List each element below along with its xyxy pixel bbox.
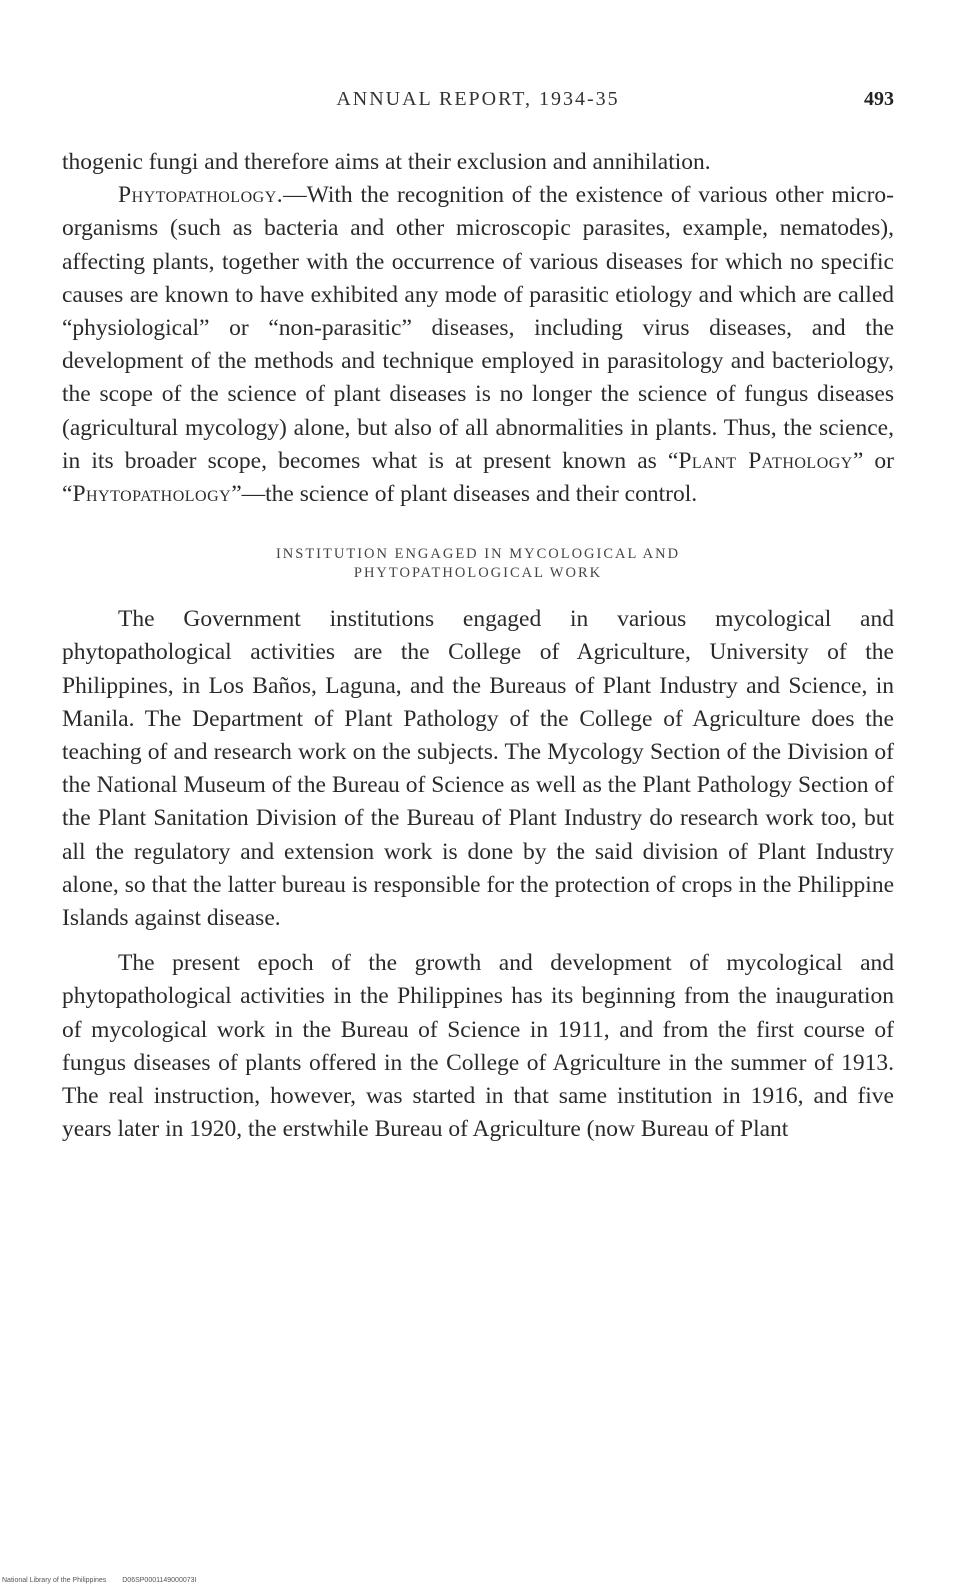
paragraph-text: The present epoch of the growth and development of mycological and phytopathological activities in the Philippines has its beginning from the inauguration of mycological work in the Bureau of Science in 1911, and from the first course of fungus diseases of plants offered in the College of Agriculture in the summer of 1913. The real instruction, however, was started in that same institution in 1916, and five years later in 1920, the erstwhile Bureau of Agriculture (now Bureau of Plant xyxy=(62,950,894,1143)
paragraph-present-epoch xyxy=(62,947,894,1146)
paragraph-text: —With the recognition of the existence of various other micro-organisms (such as bacteria and other microscopic parasites, example, nematodes), affecting plants, together with the occurrence of various diseases for which no specific causes are known to have exhibited any mode of parasitic etiology and which are called “physiological” or “non-parasitic” diseases, including virus diseases, and the development of the methods and technique employed in parasitology and bacteriology, the scope of the science of plant diseases is no longer the science of fungus diseases (agricultural mycology) alone, but also of all abnormalities in plants. Thus, the science, in its broader scope, becomes what is at present known as “ xyxy=(62,182,894,474)
page-number: 493 xyxy=(864,88,894,110)
footer-source: National Library of the Philippines xyxy=(2,1577,107,1584)
paragraph-phytopathology xyxy=(62,179,894,511)
paragraph-institutions xyxy=(62,603,894,935)
body-text xyxy=(62,146,894,1146)
section-heading-line: PHYTOPATHOLOGICAL WORK xyxy=(353,565,603,582)
section-heading xyxy=(62,545,894,583)
paragraph-lead-term: Phytopathology. xyxy=(118,182,284,209)
section-heading-line: INSTITUTION ENGAGED IN MYCOLOGICAL AND xyxy=(275,546,681,563)
scan-footer xyxy=(2,1577,210,1584)
footer-code: D06SP0001149000073I xyxy=(122,1577,197,1584)
running-head xyxy=(62,88,894,118)
paragraph-text: The Government institutions engaged in various mycological and phytopathological activities are the College of Agriculture, University of the Philippines, in Los Baños, Laguna, and the Bureaus of Plant Industry and Science, in Manila. The Department of Plant Pathology of the College of Agriculture does the teaching of and research work on the subjects. The Mycology Section of the Division of the National Museum of the Bureau of Science as well as the Plant Pathology Section of the Plant Sanitation Division of the Bureau of Plant Industry do research work too, but all the regulatory and extension work is done by the said division of Plant Industry alone, so that the latter bureau is responsible for the protection of crops in the Philippine Islands against disease. xyxy=(62,606,894,932)
term-plant-pathology: Plant Pathology xyxy=(678,447,853,474)
paragraph-text: ”—the science of plant diseases and their control. xyxy=(231,481,698,508)
term-phytopathology: Phytopathology xyxy=(72,481,232,508)
paragraph-text: thogenic fungi and therefore aims at their exclusion and annihilation. xyxy=(62,149,711,175)
paragraph-text: ” or “ xyxy=(62,447,895,508)
paragraph-continuation xyxy=(62,146,894,179)
running-title: ANNUAL REPORT, 1934-35 xyxy=(336,88,620,110)
